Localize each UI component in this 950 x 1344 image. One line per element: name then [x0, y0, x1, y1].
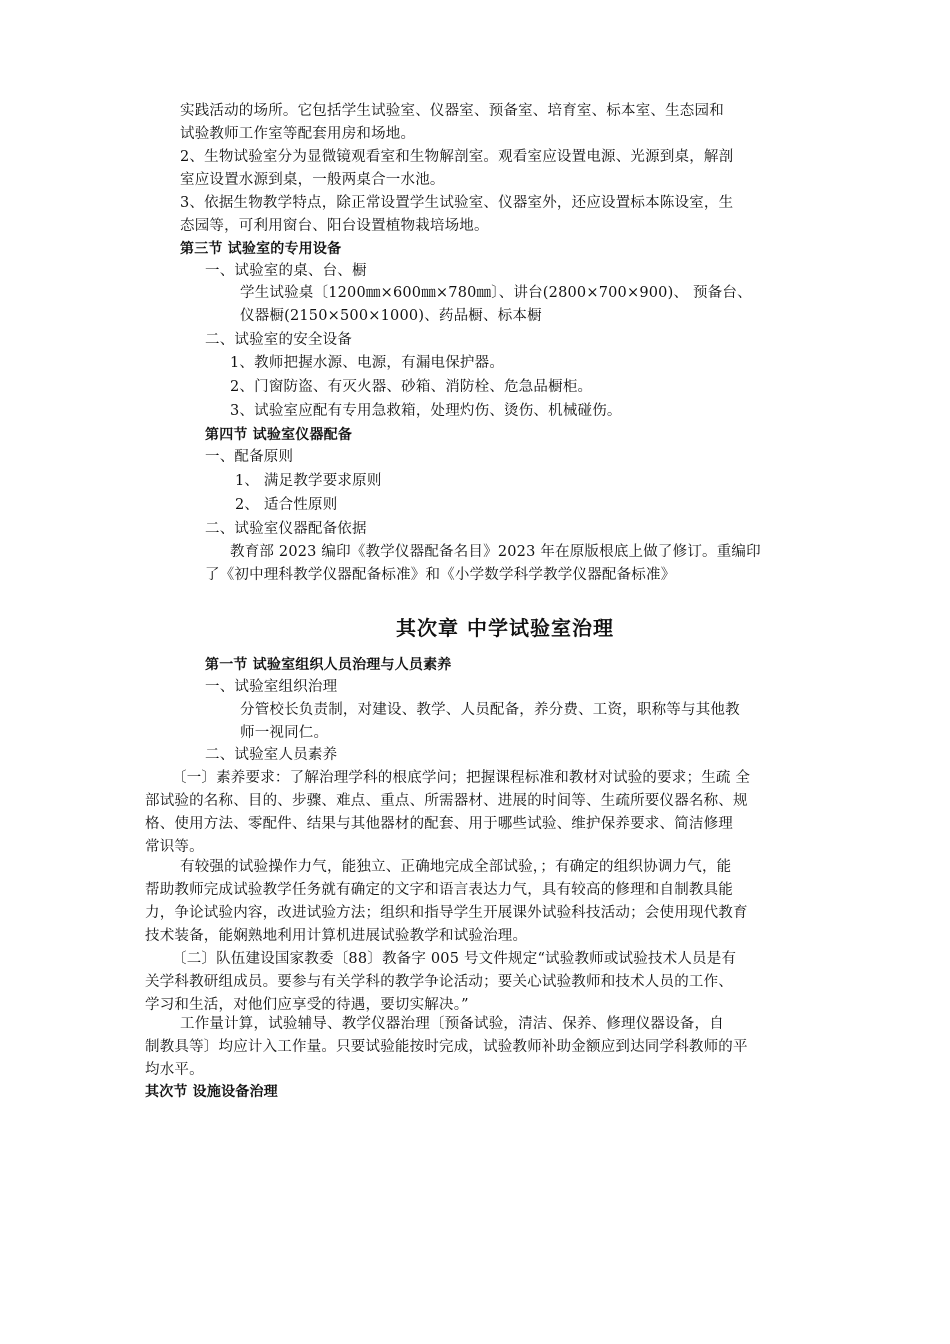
- section-heading: 第一节 试验室组织人员治理与人员素养: [205, 657, 452, 673]
- subsection-heading: 二、试验室仪器配备依据: [205, 521, 367, 537]
- paragraph-line: 部试验的名称、目的、步骤、难点、重点、所需器材、进展的时间等、生疏所要仪器名称、规: [145, 793, 748, 809]
- list-item: 1、 满足教学要求原则: [235, 473, 382, 489]
- paragraph-line: 均水平。: [145, 1062, 204, 1078]
- paragraph-line: 仪器橱(2150×500×1000)、药品橱、标本橱: [240, 308, 542, 324]
- paragraph-line: 〔二〕队伍建设国家教委〔88〕教备字 005 号文件规定“试验教师或试验技术人员是有: [172, 951, 737, 967]
- paragraph-line: 态园等，可利用窗台、阳台设置植物栽培场地。: [180, 218, 489, 234]
- paragraph-line: 学生试验桌〔1200㎜×600㎜×780㎜〕、讲台(2800×700×900)、 预备台、: [240, 285, 752, 301]
- section-heading: 第四节 试验室仪器配备: [205, 427, 353, 443]
- paragraph-line: 有较强的试验操作力气，能独立、正确地完成全部试验，；有确定的组织协调力气，能: [180, 859, 732, 875]
- paragraph-line: 试验教师工作室等配套用房和场地。: [180, 126, 416, 142]
- paragraph-line: 实践活动的场所。它包括学生试验室、仪器室、预备室、培育室、标本室、生态园和: [180, 103, 724, 119]
- paragraph-line: 分管校长负责制，对建设、教学、人员配备，养分费、工资，职称等与其他教: [240, 702, 740, 718]
- paragraph-line: 学习和生活，对他们应享受的待遇，要切实解决。”: [145, 997, 469, 1013]
- list-item: 3、试验室应配有专用急救箱，处理灼伤、烫伤、机械碰伤。: [230, 403, 622, 419]
- list-item: 2、 适合性原则: [235, 497, 338, 513]
- paragraph-line: 教育部 2023 编印《教学仪器配备名目》2023 年在原版根底上做了修订。重编印: [230, 544, 761, 560]
- paragraph-line: 室应设置水源到桌，一般两桌合一水池。: [180, 172, 445, 188]
- list-item: 2、门窗防盗、有灭火器、砂箱、消防栓、危急品橱柜。: [230, 379, 593, 395]
- paragraph-line: 格、使用方法、零配件、结果与其他器材的配套、用于哪些试验、维护保养要求、简洁修理: [145, 816, 733, 832]
- paragraph-line: 技术装备，能娴熟地利用计算机进展试验教学和试验治理。: [145, 928, 528, 944]
- subsection-heading: 一、配备原则: [205, 449, 294, 465]
- paragraph-line: 常识等。: [145, 839, 204, 855]
- subsection-heading: 二、试验室人员素养: [205, 747, 338, 763]
- paragraph-line: 制教具等〕均应计入工作量。只要试验能按时完成，试验教师补助金额应到达同学科教师的平: [145, 1039, 748, 1055]
- paragraph-line: 工作量计算，试验辅导、教学仪器治理〔预备试验，清洁、保养、修理仪器设备，自: [180, 1016, 724, 1032]
- paragraph-line: 关学科教研组成员。要参与有关学科的教学争论活动；要关心试验教师和技术人员的工作、: [145, 974, 733, 990]
- paragraph-line: 2、生物试验室分为显微镜观看室和生物解剖室。观看室应设置电源、光源到桌，解剖: [180, 149, 734, 165]
- list-item: 1、教师把握水源、电源，有漏电保护器。: [230, 355, 505, 371]
- section-heading: 第三节 试验室的专用设备: [180, 241, 342, 257]
- subsection-heading: 二、试验室的安全设备: [205, 332, 352, 348]
- chapter-title: 其次章 中学试验室治理: [396, 616, 614, 640]
- paragraph-line: 3、依据生物教学特点，除正常设置学生试验室、仪器室外，还应设置标本陈设室，生: [180, 195, 734, 211]
- paragraph-line: 师一视同仁。: [240, 725, 329, 741]
- section-heading: 其次节 设施设备治理: [145, 1084, 278, 1100]
- paragraph-line: 力，争论试验内容，改进试验方法；组织和指导学生开展课外试验科技活动；会使用现代教育: [145, 905, 748, 921]
- subsection-heading: 一、试验室组织治理: [205, 679, 338, 695]
- paragraph-line: 帮助教师完成试验教学任务就有确定的文字和语言表达力气，具有较高的修理和自制教具能: [145, 882, 733, 898]
- subsection-heading: 一、试验室的桌、台、橱: [205, 263, 367, 279]
- paragraph-line: 了《初中理科教学仪器配备标准》和《小学数学科学教学仪器配备标准》: [205, 567, 676, 583]
- paragraph-line: 〔一〕素养要求：了解治理学科的根底学问；把握课程标准和教材对试验的要求；生疏 全: [172, 770, 751, 786]
